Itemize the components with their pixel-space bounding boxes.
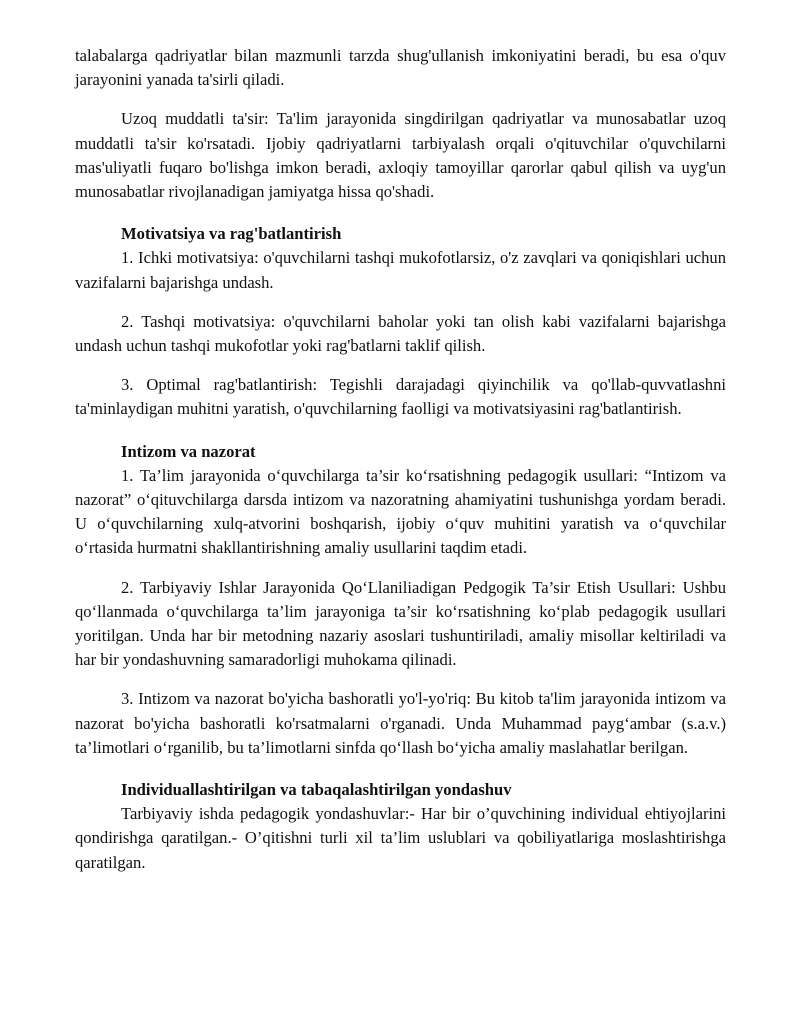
discipline-item-1: 1. Ta’lim jarayonida o‘quvchilarga ta’sir ko‘rsatishning pedagogik usullari: “Intizom va nazorat” o‘qituvchilarga darsda intizom va nazoratning ahamiyatini tushunishga yordam beradi. U o‘quvchilarning xulq-atvorini boshqarish, ijobiy o‘quv muhitini yaratish va o‘quvchilar o‘rtasida hurmatni shakllantirishning amaliy usullarini taqdim etadi.: [75, 465, 726, 558]
intro-paragraph: talabalarga qadriyatlar bilan mazmunli tarzda shug'ullanish imkoniyatini beradi, bu esa o'quv jarayonini yanada ta'sirli qiladi.: [75, 46, 726, 90]
document-page: [75, 44, 726, 875]
long-term-effect-paragraph: Uzoq muddatli ta'sir: Ta'lim jarayonida singdirilgan qadriyatlar va munosabatlar uzoq muddatli ta'sir ko'rsatadi. Ijobiy qadriyatlarni tarbiyalash orqali o'qituvchilar o'quvchilarni mas'uliyatli fuqaro bo'lishga imkon beradi, axloqiy tamoyillar qarorlar qabul qilish va uyg'un munosabatlar rivojlanadigan jamiyatga hissa qo'shadi.: [75, 109, 726, 202]
motivation-item-3: 3. Optimal rag'batlantirish: Tegishli darajadagi qiyinchilik va qo'llab-quvvatlashni ta'minlaydigan muhitni yaratish, o'quvchilarning faolligi va motivatsiyasini rag'batlantirish.: [75, 375, 726, 419]
individual-approach-heading: Individuallashtirilgan va tabaqalashtirilgan yondashuv: [121, 780, 512, 800]
motivation-heading: Motivatsiya va rag'batlantirish: [121, 224, 342, 244]
discipline-item-3: 3. Intizom va nazorat bo'yicha bashoratli yo'l-yo'riq: Bu kitob ta'lim jarayonida intizom va nazorat bo'yicha bashoratli ko'rsatmalarni o'rganadi. Unda Muhammad payg‘ambar (s.a.v.) ta’limotlari o‘rganilib, bu ta’limotlarni sinfda qo‘llash bo‘yicha amaliy maslahatlar berilgan.: [75, 689, 726, 757]
motivation-item-1: 1. Ichki motivatsiya: o'quvchilarni tashqi mukofotlarsiz, o'z zavqlari va qoniqishlari uchun vazifalarni bajarishga undash.: [75, 248, 726, 292]
individual-approach-paragraph: Tarbiyaviy ishda pedagogik yondashuvlar:- Har bir o’quvchining individual ehtiyojlarini qondirishga qaratilgan.- O’qitishni turli xil ta’lim uslublari va qobiliyatlariga moslashtirishga qaratilgan.: [75, 804, 726, 872]
discipline-heading: Intizom va nazorat: [121, 441, 256, 461]
discipline-item-2: 2. Tarbiyaviy Ishlar Jarayonida Qo‘Llaniliadigan Pedgogik Ta’sir Etish Usullari: Ushbu qo‘llanmada o‘quvchilarga ta’lim jarayoniga ta’sir ko‘rsatishning ko‘plab pedagogik usullari yoritilgan. Unda har bir metodning nazariy asoslari tushuntiriladi, amaliy misollar keltiriladi va har bir yondashuvning samaradorligi muhokama qilinadi.: [75, 577, 726, 670]
motivation-item-2: 2. Tashqi motivatsiya: o'quvchilarni baholar yoki tan olish kabi vazifalarni bajarishga undash uchun tashqi mukofotlar yoki rag'batlarni taklif qilish.: [75, 311, 726, 356]
